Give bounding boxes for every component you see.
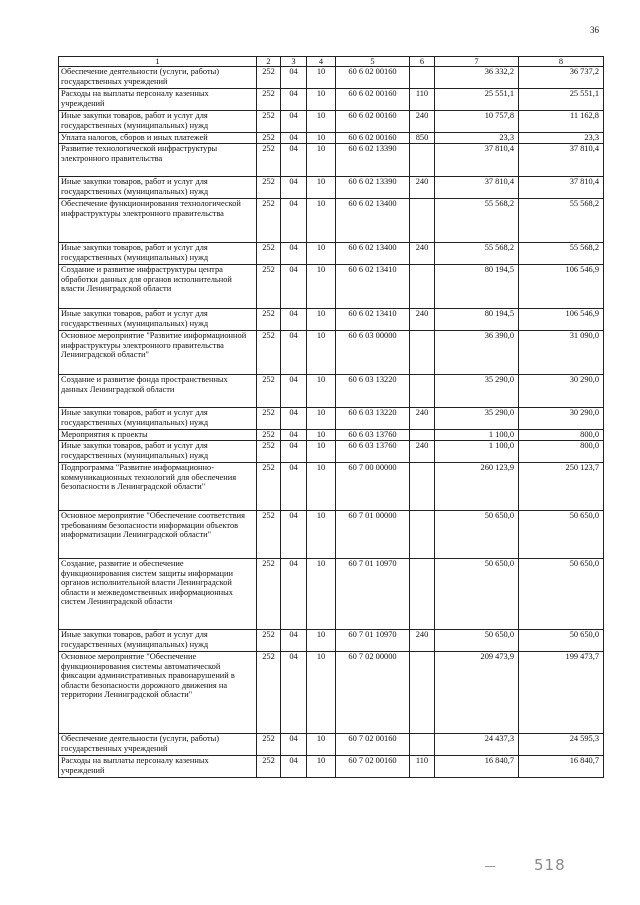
cell-c8: 55 568,2 <box>519 243 604 265</box>
row-label: Иные закупки товаров, работ и услуг для государственных (муниципальных) нужд <box>59 630 257 652</box>
table-row <box>59 199 604 243</box>
cell-c3: 04 <box>281 243 307 265</box>
table-row <box>59 331 604 375</box>
cell-c3: 04 <box>281 144 307 177</box>
cell-c4: 10 <box>307 734 336 756</box>
cell-c5: 60 7 00 00000 <box>336 463 410 511</box>
cell-c5: 60 7 02 00000 <box>336 652 410 734</box>
row-label: Иные закупки товаров, работ и услуг для государственных (муниципальных) нужд <box>59 408 257 430</box>
cell-c7: 50 650,0 <box>435 630 519 652</box>
cell-c8: 30 290,0 <box>519 375 604 408</box>
column-header: 4 <box>307 57 336 67</box>
column-header: 1 <box>59 57 257 67</box>
cell-c2: 252 <box>257 144 281 177</box>
cell-c8: 37 810,4 <box>519 144 604 177</box>
cell-c2: 252 <box>257 177 281 199</box>
cell-c6: 240 <box>410 309 435 331</box>
cell-c5: 60 6 02 00160 <box>336 89 410 111</box>
cell-c7: 37 810,4 <box>435 177 519 199</box>
row-label: Уплата налогов, сборов и иных платежей <box>59 133 257 144</box>
cell-c6: 240 <box>410 243 435 265</box>
cell-c4: 10 <box>307 144 336 177</box>
cell-c2: 252 <box>257 111 281 133</box>
table-row <box>59 144 604 177</box>
cell-c8: 50 650,0 <box>519 630 604 652</box>
cell-c2: 252 <box>257 199 281 243</box>
cell-c8: 106 546,9 <box>519 265 604 309</box>
cell-c7: 16 840,7 <box>435 756 519 778</box>
cell-c5: 60 7 01 00000 <box>336 511 410 559</box>
cell-c3: 04 <box>281 734 307 756</box>
cell-c4: 10 <box>307 111 336 133</box>
cell-c3: 04 <box>281 511 307 559</box>
cell-c8: 36 737,2 <box>519 67 604 89</box>
row-label: Иные закупки товаров, работ и услуг для государственных (муниципальных) нужд <box>59 177 257 199</box>
cell-c3: 04 <box>281 630 307 652</box>
cell-c4: 10 <box>307 441 336 463</box>
cell-c2: 252 <box>257 265 281 309</box>
cell-c4: 10 <box>307 243 336 265</box>
budget-table <box>58 56 604 778</box>
cell-c8: 16 840,7 <box>519 756 604 778</box>
cell-c6 <box>410 430 435 441</box>
table-row <box>59 265 604 309</box>
cell-c4: 10 <box>307 408 336 430</box>
cell-c8: 11 162,8 <box>519 111 604 133</box>
cell-c4: 10 <box>307 559 336 630</box>
cell-c2: 252 <box>257 463 281 511</box>
row-label: Обеспечение деятельности (услуги, работы) государственных учреждений <box>59 67 257 89</box>
cell-c7: 55 568,2 <box>435 199 519 243</box>
table-row <box>59 89 604 111</box>
cell-c5: 60 6 02 00160 <box>336 133 410 144</box>
cell-c3: 04 <box>281 441 307 463</box>
row-label: Создание и развитие инфраструктуры центра обработки данных для органов исполнительной власти Ленинградской области <box>59 265 257 309</box>
cell-c5: 60 6 02 13400 <box>336 199 410 243</box>
cell-c7: 25 551,1 <box>435 89 519 111</box>
cell-c6 <box>410 463 435 511</box>
table-row <box>59 559 604 630</box>
table-row <box>59 441 604 463</box>
cell-c6 <box>410 199 435 243</box>
cell-c4: 10 <box>307 630 336 652</box>
table-row <box>59 630 604 652</box>
cell-c5: 60 6 02 13410 <box>336 309 410 331</box>
cell-c7: 209 473,9 <box>435 652 519 734</box>
cell-c7: 35 290,0 <box>435 408 519 430</box>
column-header: 6 <box>410 57 435 67</box>
column-header: 5 <box>336 57 410 67</box>
cell-c4: 10 <box>307 652 336 734</box>
table-row <box>59 243 604 265</box>
table-row <box>59 111 604 133</box>
cell-c2: 252 <box>257 89 281 111</box>
table-row <box>59 309 604 331</box>
row-label: Иные закупки товаров, работ и услуг для государственных (муниципальных) нужд <box>59 243 257 265</box>
cell-c7: 1 100,0 <box>435 430 519 441</box>
table-row <box>59 408 604 430</box>
cell-c2: 252 <box>257 133 281 144</box>
cell-c5: 60 7 01 10970 <box>336 630 410 652</box>
cell-c8: 250 123,7 <box>519 463 604 511</box>
cell-c6: 110 <box>410 756 435 778</box>
cell-c8: 37 810,4 <box>519 177 604 199</box>
cell-c8: 199 473,7 <box>519 652 604 734</box>
cell-c4: 10 <box>307 375 336 408</box>
cell-c6 <box>410 375 435 408</box>
cell-c4: 10 <box>307 331 336 375</box>
cell-c5: 60 6 03 13760 <box>336 441 410 463</box>
cell-c3: 04 <box>281 265 307 309</box>
row-label: Иные закупки товаров, работ и услуг для государственных (муниципальных) нужд <box>59 111 257 133</box>
cell-c6 <box>410 511 435 559</box>
cell-c2: 252 <box>257 408 281 430</box>
cell-c4: 10 <box>307 511 336 559</box>
cell-c3: 04 <box>281 559 307 630</box>
cell-c3: 04 <box>281 463 307 511</box>
cell-c6: 240 <box>410 177 435 199</box>
table-header-row <box>59 57 604 67</box>
cell-c6 <box>410 265 435 309</box>
cell-c4: 10 <box>307 89 336 111</box>
row-label: Мероприятия к проекты <box>59 430 257 441</box>
cell-c6 <box>410 331 435 375</box>
cell-c6: 850 <box>410 133 435 144</box>
cell-c2: 252 <box>257 734 281 756</box>
cell-c7: 1 100,0 <box>435 441 519 463</box>
cell-c8: 23,3 <box>519 133 604 144</box>
cell-c3: 04 <box>281 652 307 734</box>
row-label: Обеспечение деятельности (услуги, работы) государственных учреждений <box>59 734 257 756</box>
cell-c5: 60 6 02 13410 <box>336 265 410 309</box>
cell-c5: 60 6 02 00160 <box>336 111 410 133</box>
cell-c7: 36 390,0 <box>435 331 519 375</box>
row-label: Расходы на выплаты персоналу казенных учреждений <box>59 89 257 111</box>
row-label: Иные закупки товаров, работ и услуг для государственных (муниципальных) нужд <box>59 309 257 331</box>
cell-c6 <box>410 67 435 89</box>
cell-c5: 60 6 02 13390 <box>336 177 410 199</box>
cell-c4: 10 <box>307 430 336 441</box>
column-header: 8 <box>519 57 604 67</box>
row-label: Подпрограмма "Развитие информационно-коммуникационных технологий для обеспечения безопасности в Ленинградской области" <box>59 463 257 511</box>
cell-c3: 04 <box>281 177 307 199</box>
cell-c6 <box>410 734 435 756</box>
cell-c2: 252 <box>257 67 281 89</box>
cell-c3: 04 <box>281 199 307 243</box>
cell-c4: 10 <box>307 177 336 199</box>
cell-c4: 10 <box>307 133 336 144</box>
column-header: 7 <box>435 57 519 67</box>
row-label: Создание и развитие фонда пространственных данных Ленинградской области <box>59 375 257 408</box>
cell-c5: 60 6 03 13220 <box>336 375 410 408</box>
cell-c2: 252 <box>257 630 281 652</box>
cell-c8: 50 650,0 <box>519 559 604 630</box>
cell-c2: 252 <box>257 559 281 630</box>
cell-c7: 50 650,0 <box>435 511 519 559</box>
cell-c6: 240 <box>410 441 435 463</box>
table-row <box>59 756 604 778</box>
cell-c4: 10 <box>307 309 336 331</box>
row-label: Основное мероприятие "Обеспечение соответствия требованиям безопасности информации объектов информатизации Ленинградской области" <box>59 511 257 559</box>
cell-c2: 252 <box>257 243 281 265</box>
row-label: Создание, развитие и обеспечение функционирования систем защиты информации органов исполнительной власти Ленинградской области и межведомственных информационных систем Ленинградской области <box>59 559 257 630</box>
cell-c3: 04 <box>281 133 307 144</box>
column-header: 2 <box>257 57 281 67</box>
cell-c4: 10 <box>307 756 336 778</box>
cell-c7: 55 568,2 <box>435 243 519 265</box>
cell-c6 <box>410 652 435 734</box>
cell-c7: 10 757,8 <box>435 111 519 133</box>
cell-c7: 23,3 <box>435 133 519 144</box>
cell-c6: 110 <box>410 89 435 111</box>
cell-c8: 24 595,3 <box>519 734 604 756</box>
page-number: 36 <box>590 25 599 35</box>
cell-c2: 252 <box>257 652 281 734</box>
cell-c6: 240 <box>410 111 435 133</box>
cell-c3: 04 <box>281 408 307 430</box>
table-row <box>59 430 604 441</box>
cell-c5: 60 6 02 13400 <box>336 243 410 265</box>
table-row <box>59 133 604 144</box>
cell-c7: 80 194,5 <box>435 265 519 309</box>
cell-c8: 30 290,0 <box>519 408 604 430</box>
cell-c4: 10 <box>307 199 336 243</box>
row-label: Основное мероприятие "Развитие информационной инфраструктуры электронного правительства Ленинградской области" <box>59 331 257 375</box>
cell-c7: 260 123,9 <box>435 463 519 511</box>
cell-c8: 50 650,0 <box>519 511 604 559</box>
table-row <box>59 67 604 89</box>
cell-c5: 60 6 02 00160 <box>336 67 410 89</box>
cell-c6 <box>410 559 435 630</box>
cell-c2: 252 <box>257 375 281 408</box>
cell-c6: 240 <box>410 630 435 652</box>
cell-c2: 252 <box>257 756 281 778</box>
cell-c2: 252 <box>257 309 281 331</box>
cell-c3: 04 <box>281 67 307 89</box>
cell-c2: 252 <box>257 441 281 463</box>
cell-c2: 252 <box>257 430 281 441</box>
cell-c8: 800,0 <box>519 441 604 463</box>
cell-c3: 04 <box>281 331 307 375</box>
cell-c3: 04 <box>281 309 307 331</box>
column-header: 3 <box>281 57 307 67</box>
cell-c5: 60 6 03 13760 <box>336 430 410 441</box>
cell-c8: 25 551,1 <box>519 89 604 111</box>
cell-c8: 55 568,2 <box>519 199 604 243</box>
table-row <box>59 734 604 756</box>
cell-c3: 04 <box>281 430 307 441</box>
cell-c2: 252 <box>257 511 281 559</box>
cell-c5: 60 7 02 00160 <box>336 756 410 778</box>
cell-c4: 10 <box>307 67 336 89</box>
row-label: Основное мероприятие "Обеспечение функционирования системы автоматической фиксации административных правонарушений в области безопасности дорожного движения на территории Ленинградской области" <box>59 652 257 734</box>
cell-c5: 60 6 02 13390 <box>336 144 410 177</box>
table-row <box>59 177 604 199</box>
row-label: Обеспечение функционирования технологической инфраструктуры электронного правительства <box>59 199 257 243</box>
cell-c7: 24 437,3 <box>435 734 519 756</box>
cell-c6 <box>410 144 435 177</box>
table-row <box>59 375 604 408</box>
cell-c5: 60 6 03 00000 <box>336 331 410 375</box>
table-row <box>59 511 604 559</box>
row-label: Развитие технологической инфраструктуры электронного правительства <box>59 144 257 177</box>
cell-c3: 04 <box>281 111 307 133</box>
cell-c7: 37 810,4 <box>435 144 519 177</box>
row-label: Иные закупки товаров, работ и услуг для государственных (муниципальных) нужд <box>59 441 257 463</box>
cell-c7: 36 332,2 <box>435 67 519 89</box>
row-label: Расходы на выплаты персоналу казенных учреждений <box>59 756 257 778</box>
cell-c6: 240 <box>410 408 435 430</box>
table-row <box>59 463 604 511</box>
cell-c5: 60 7 02 00160 <box>336 734 410 756</box>
cell-c8: 31 090,0 <box>519 331 604 375</box>
cell-c7: 80 194,5 <box>435 309 519 331</box>
cell-c4: 10 <box>307 463 336 511</box>
cell-c8: 106 546,9 <box>519 309 604 331</box>
cell-c7: 35 290,0 <box>435 375 519 408</box>
cell-c3: 04 <box>281 89 307 111</box>
cell-c5: 60 7 01 10970 <box>336 559 410 630</box>
archive-stamp-number: 518 <box>534 856 566 874</box>
cell-c4: 10 <box>307 265 336 309</box>
table-row <box>59 652 604 734</box>
cell-c3: 04 <box>281 756 307 778</box>
cell-c8: 800,0 <box>519 430 604 441</box>
stamp-dash <box>485 866 495 867</box>
cell-c7: 50 650,0 <box>435 559 519 630</box>
cell-c5: 60 6 03 13220 <box>336 408 410 430</box>
cell-c3: 04 <box>281 375 307 408</box>
cell-c2: 252 <box>257 331 281 375</box>
